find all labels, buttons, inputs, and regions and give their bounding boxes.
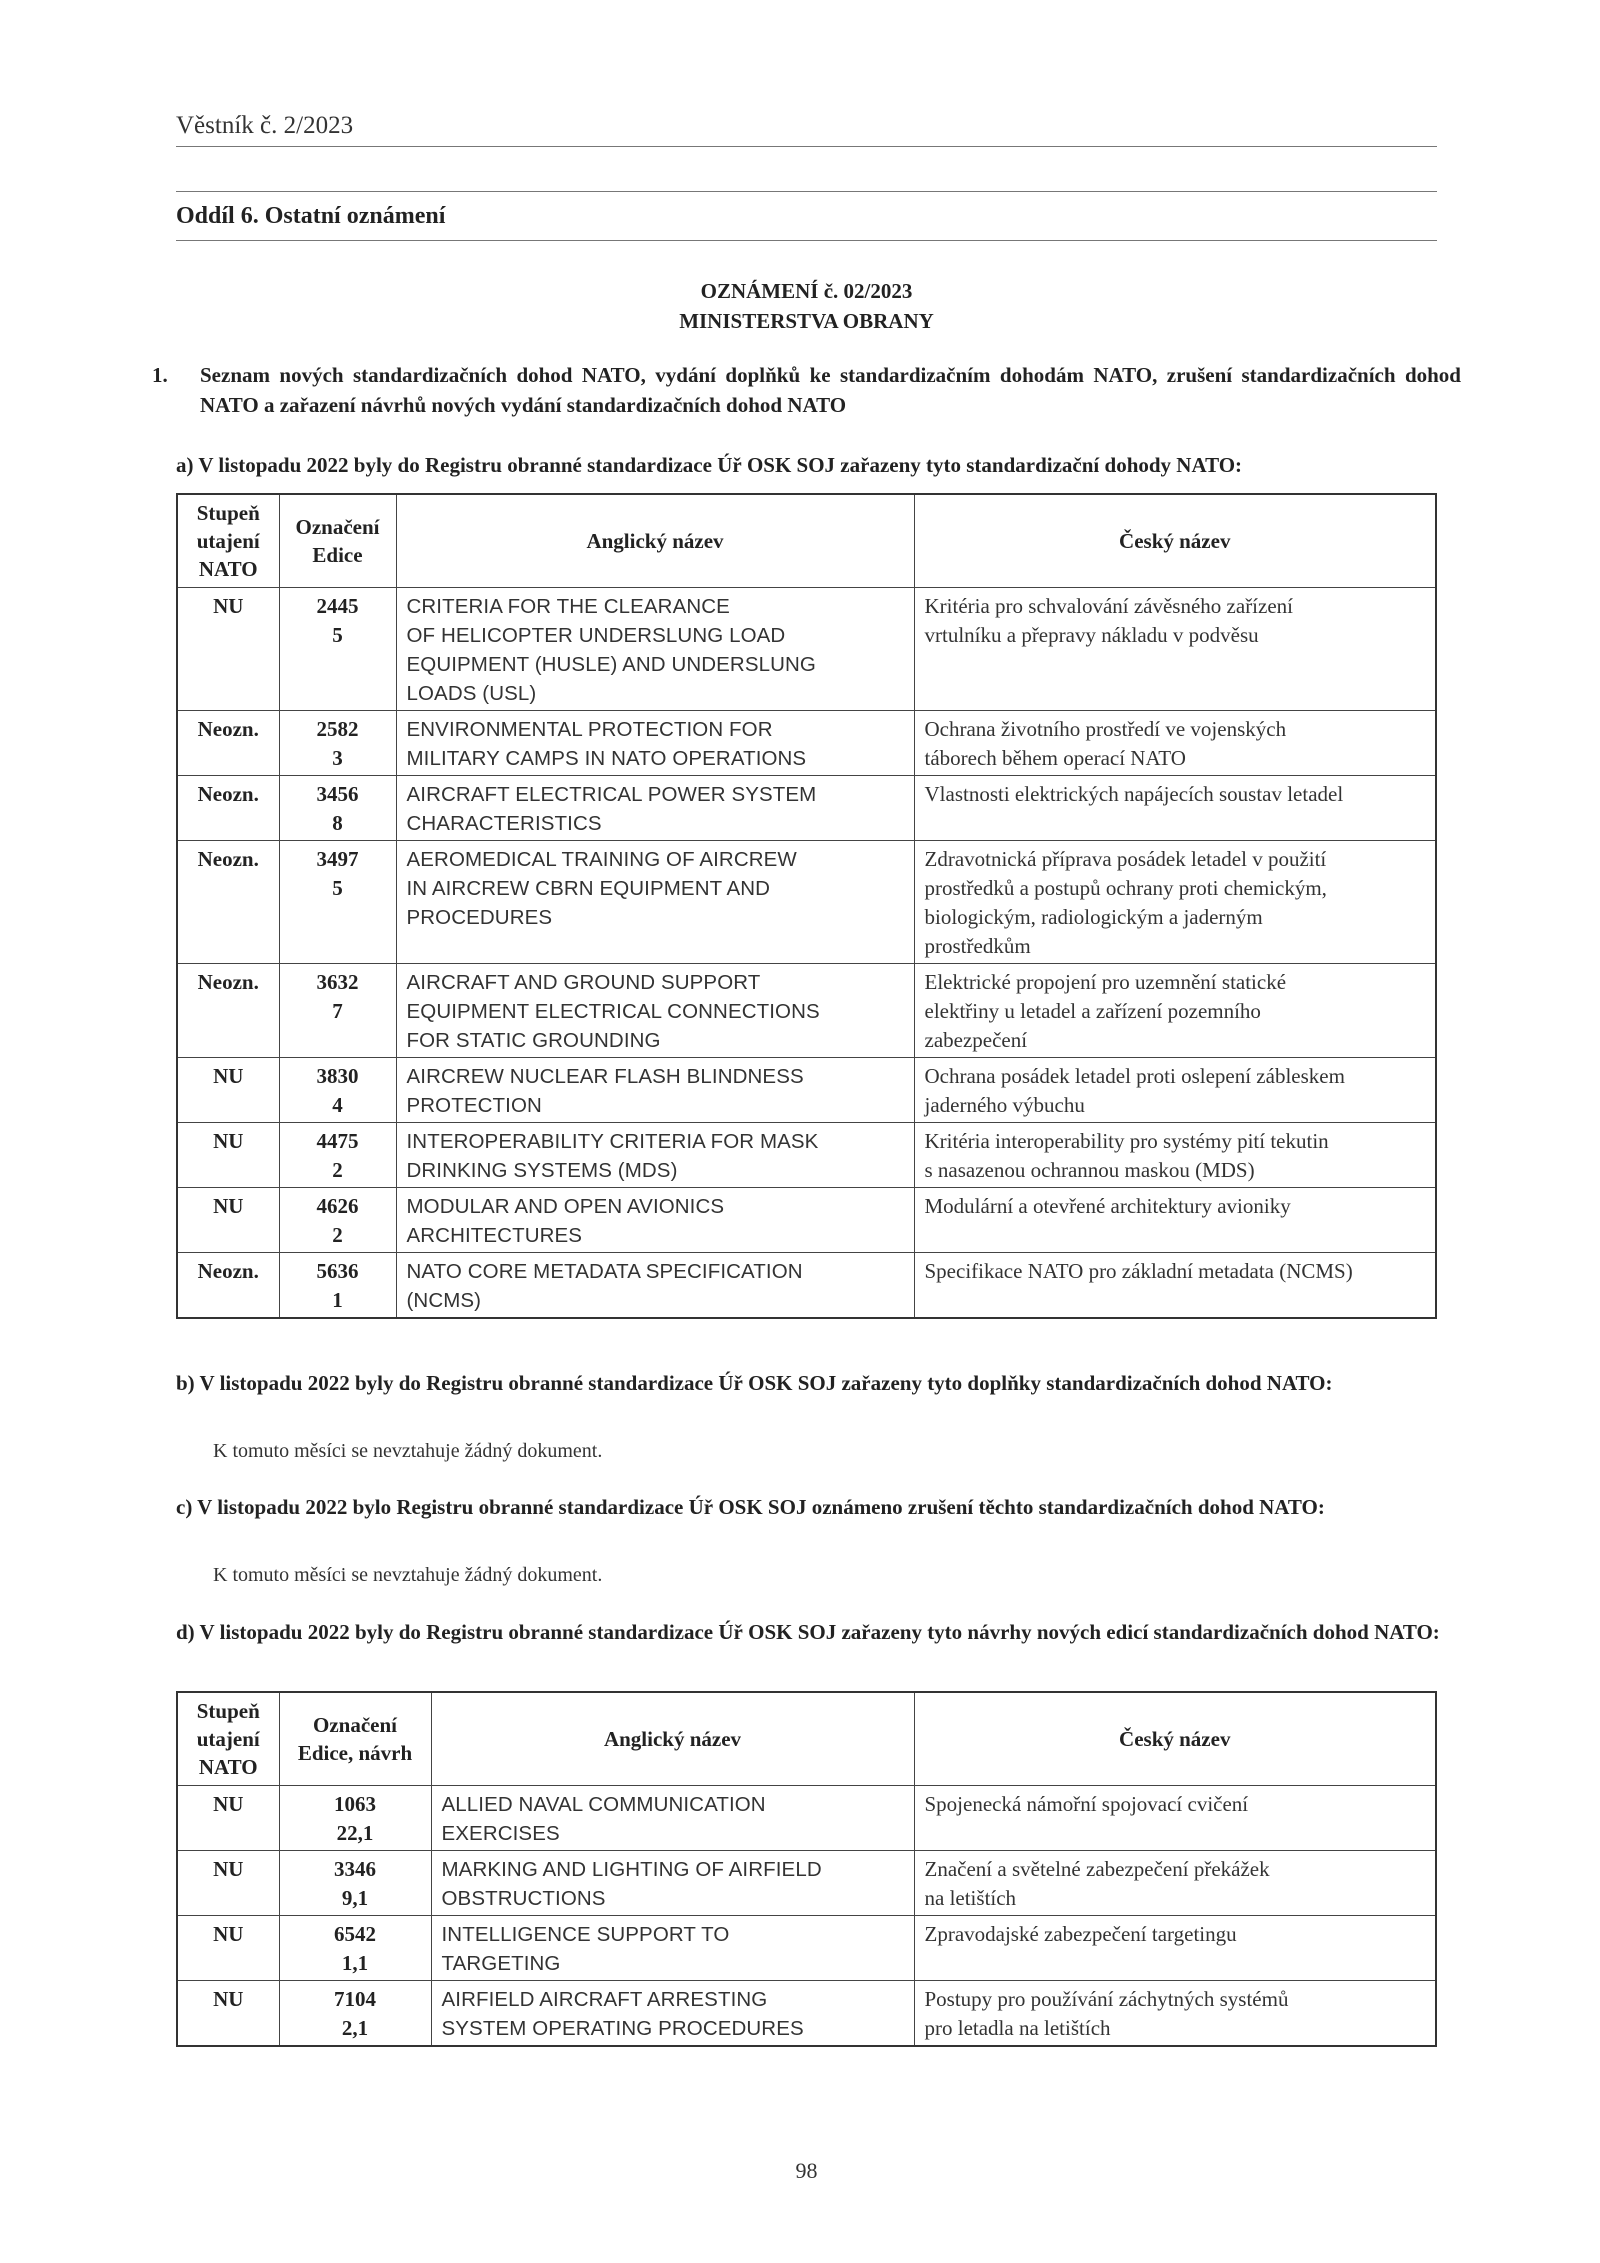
classification-level: Neozn.: [177, 711, 279, 776]
stanag-code: [279, 1253, 396, 1319]
header-english-name: Anglický název: [431, 1692, 914, 1786]
header-level: [177, 494, 279, 588]
header-line: NATO: [198, 557, 258, 581]
stanag-number: 7104: [334, 1987, 376, 2011]
stanag-code: [279, 1123, 396, 1188]
czech-name-line: Specifikace NATO pro základní metadata (NCMS): [924, 1259, 1353, 1283]
notice-title-line2: MINISTERSTVA OBRANY: [679, 309, 934, 333]
table-row: [177, 1786, 1436, 1851]
czech-name-line: Zpravodajské zabezpečení targetingu: [924, 1922, 1237, 1946]
stanag-edition: 5: [332, 623, 343, 647]
table-row: [177, 1253, 1436, 1319]
header-czech-name: Český název: [914, 494, 1436, 588]
czech-name: [914, 588, 1436, 711]
header-code: [279, 1692, 431, 1786]
classification-level: NU: [177, 1058, 279, 1123]
stanag-edition: 22,1: [336, 1821, 374, 1845]
stanag-code: [279, 1058, 396, 1123]
english-name-line: NATO CORE METADATA SPECIFICATION: [406, 1260, 803, 1283]
header-line: utajení: [196, 1727, 260, 1751]
czech-name: [914, 1188, 1436, 1253]
classification-level: Neozn.: [177, 776, 279, 841]
header-line: Označení: [295, 515, 380, 539]
table-row: [177, 1188, 1436, 1253]
stanag-edition: 1: [332, 1288, 343, 1312]
czech-name: [914, 1786, 1436, 1851]
header-english-name: Anglický název: [396, 494, 914, 588]
english-name-line: AEROMEDICAL TRAINING OF AIRCREW: [406, 848, 797, 871]
english-name: [396, 1188, 914, 1253]
part-b-heading: b) V listopadu 2022 byly do Registru obranné standardizace Úř OSK SOJ zařazeny tyto doplňky standardizačních dohod NATO:: [176, 1371, 1333, 1395]
czech-name-line: táborech během operací NATO: [924, 746, 1186, 770]
stanag-code: [279, 841, 396, 964]
czech-name-line: Kritéria interoperability pro systémy pití tekutin: [924, 1129, 1329, 1153]
part-c-heading: c) V listopadu 2022 bylo Registru obranné standardizace Úř OSK SOJ oznámeno zrušení těchto standardizačních dohod NATO:: [176, 1495, 1325, 1519]
stanag-edition: 4: [332, 1093, 343, 1117]
table-part-a-body: [177, 588, 1436, 1319]
czech-name: [914, 1058, 1436, 1123]
classification-level: NU: [177, 1916, 279, 1981]
page-number: 98: [795, 2158, 818, 2183]
english-name-line: FOR STATIC GROUNDING: [406, 1029, 661, 1052]
stanag-code: [279, 1851, 431, 1916]
notice-title: [176, 276, 1437, 336]
header-code: [279, 494, 396, 588]
classification-level: NU: [177, 1851, 279, 1916]
english-name: [396, 711, 914, 776]
english-name: [396, 1123, 914, 1188]
classification-level: NU: [177, 1188, 279, 1253]
table-row: [177, 588, 1436, 711]
english-name-line: SYSTEM OPERATING PROCEDURES: [441, 2017, 804, 2040]
english-name-line: CHARACTERISTICS: [406, 812, 602, 835]
table-row: [177, 1851, 1436, 1916]
english-name-line: ALLIED NAVAL COMMUNICATION: [441, 1793, 766, 1816]
czech-name-line: Modulární a otevřené architektury avioniky: [924, 1194, 1291, 1218]
stanag-edition: 1,1: [341, 1951, 369, 1975]
header-line: Stupeň: [196, 1699, 260, 1723]
english-name: [431, 1786, 914, 1851]
english-name-line: MARKING AND LIGHTING OF AIRFIELD: [441, 1858, 822, 1881]
czech-name-line: Ochrana posádek letadel proti oslepení zábleskem: [924, 1064, 1345, 1088]
notice-title-line1: OZNÁMENÍ č. 02/2023: [700, 279, 913, 303]
header-line: Edice: [312, 543, 363, 567]
header-line: Označení: [313, 1713, 397, 1737]
english-name-line: AIRCREW NUCLEAR FLASH BLINDNESS: [406, 1065, 804, 1088]
stanag-code: [279, 1786, 431, 1851]
czech-name-line: elektřiny u letadel a zařízení pozemního: [924, 999, 1261, 1023]
item1-text: Seznam nových standardizačních dohod NATO, vydání doplňků ke standardizačním dohodám NATO, zrušení standardizačních dohod NATO a zařazení návrhů nových vydání standardizačních dohod NATO: [200, 363, 1461, 417]
stanag-number: 2445: [316, 594, 359, 618]
running-head: Věstník č. 2/2023: [176, 112, 354, 139]
table-row: [177, 1981, 1436, 2047]
classification-level: Neozn.: [177, 1253, 279, 1319]
table-row: [177, 1123, 1436, 1188]
czech-name: [914, 841, 1436, 964]
czech-name: [914, 1916, 1436, 1981]
czech-name-line: Ochrana životního prostředí ve vojenských: [924, 717, 1287, 741]
stanag-number: 3632: [316, 970, 359, 994]
english-name-line: AIRFIELD AIRCRAFT ARRESTING: [441, 1988, 768, 2011]
stanag-code: [279, 1916, 431, 1981]
czech-name: [914, 1981, 1436, 2047]
table-row: [177, 711, 1436, 776]
czech-name: [914, 711, 1436, 776]
czech-name-line: Elektrické propojení pro uzemnění statické: [924, 970, 1287, 994]
english-name-line: OBSTRUCTIONS: [441, 1887, 606, 1910]
table-row: [177, 841, 1436, 964]
czech-name-line: na letištích: [924, 1886, 1017, 1910]
section-title: Oddíl 6. Ostatní oznámení: [176, 203, 446, 229]
czech-name-line: vrtulníku a přepravy nákladu v podvěsu: [924, 623, 1259, 647]
czech-name: [914, 776, 1436, 841]
stanag-edition: 3: [332, 746, 343, 770]
header-line: NATO: [198, 1755, 258, 1779]
header-level: [177, 1692, 279, 1786]
item1-number: 1.: [152, 363, 168, 387]
classification-level: NU: [177, 1123, 279, 1188]
czech-name-line: prostředkům: [924, 934, 1031, 958]
header-line: Stupeň: [196, 501, 260, 525]
english-name-line: ARCHITECTURES: [406, 1224, 583, 1247]
section-rule-bottom: [176, 240, 1437, 241]
classification-level: NU: [177, 1786, 279, 1851]
stanag-code: [279, 776, 396, 841]
table-row: [177, 964, 1436, 1058]
stanag-number: 4475: [316, 1129, 359, 1153]
table-row: [177, 776, 1436, 841]
english-name-line: CRITERIA FOR THE CLEARANCE: [406, 595, 730, 618]
table-row: [177, 1916, 1436, 1981]
czech-name-line: Kritéria pro schvalování závěsného zařízení: [924, 594, 1293, 618]
english-name-line: MODULAR AND OPEN AVIONICS: [406, 1195, 725, 1218]
english-name-line: AIRCRAFT ELECTRICAL POWER SYSTEM: [406, 783, 817, 806]
english-name: [396, 1058, 914, 1123]
stanag-code: [279, 964, 396, 1058]
english-name: [396, 964, 914, 1058]
english-name-line: TARGETING: [441, 1952, 561, 1975]
item1-paragraph: [152, 360, 1461, 420]
english-name-line: (NCMS): [406, 1289, 482, 1312]
english-name-line: PROTECTION: [406, 1094, 542, 1117]
czech-name-line: Vlastnosti elektrických napájecích soustav letadel: [924, 782, 1344, 806]
english-name-line: EQUIPMENT ELECTRICAL CONNECTIONS: [406, 1000, 820, 1023]
part-c-note: K tomuto měsíci se nevztahuje žádný dokument.: [213, 1564, 603, 1586]
stanag-edition: 5: [332, 876, 343, 900]
english-name: [396, 841, 914, 964]
english-name-line: AIRCRAFT AND GROUND SUPPORT: [406, 971, 761, 994]
english-name: [431, 1851, 914, 1916]
stanag-number: 1063: [334, 1792, 376, 1816]
czech-name-line: Značení a světelné zabezpečení překážek: [924, 1857, 1270, 1881]
czech-name: [914, 964, 1436, 1058]
stanag-number: 2582: [316, 717, 359, 741]
english-name-line: PROCEDURES: [406, 906, 553, 929]
stanag-edition: 9,1: [341, 1886, 369, 1910]
stanag-number: 3497: [316, 847, 359, 871]
stanag-edition: 2: [332, 1158, 343, 1182]
stanag-code: [279, 711, 396, 776]
english-name-line: OF HELICOPTER UNDERSLUNG LOAD: [406, 624, 786, 647]
english-name-line: DRINKING SYSTEMS (MDS): [406, 1159, 678, 1182]
stanag-number: 3456: [316, 782, 359, 806]
table-header-row: [177, 1692, 1436, 1786]
header-line: Edice, návrh: [297, 1741, 413, 1765]
stanag-number: 3346: [334, 1857, 376, 1881]
stanag-code: [279, 1981, 431, 2047]
english-name-line: INTEROPERABILITY CRITERIA FOR MASK: [406, 1130, 819, 1153]
czech-name-line: Postupy pro používání záchytných systémů: [924, 1987, 1289, 2011]
classification-level: NU: [177, 1981, 279, 2047]
czech-name-line: pro letadla na letištích: [924, 2016, 1111, 2040]
table-part-d-body: [177, 1786, 1436, 2047]
stanag-number: 3830: [316, 1064, 359, 1088]
english-name: [396, 588, 914, 711]
classification-level: Neozn.: [177, 841, 279, 964]
stanag-number: 5636: [316, 1259, 359, 1283]
english-name: [396, 1253, 914, 1319]
english-name: [396, 776, 914, 841]
czech-name-line: zabezpečení: [924, 1028, 1028, 1052]
english-name-line: MILITARY CAMPS IN NATO OPERATIONS: [406, 747, 807, 770]
stanag-edition: 2: [332, 1223, 343, 1247]
english-name: [431, 1916, 914, 1981]
stanag-edition: 8: [332, 811, 343, 835]
czech-name-line: Zdravotnická příprava posádek letadel v použití: [924, 847, 1327, 871]
czech-name: [914, 1253, 1436, 1319]
classification-level: Neozn.: [177, 964, 279, 1058]
english-name-line: IN AIRCREW CBRN EQUIPMENT AND: [406, 877, 771, 900]
header-rule: [176, 146, 1437, 147]
czech-name-line: Spojenecká námořní spojovací cvičení: [924, 1792, 1249, 1816]
english-name-line: INTELLIGENCE SUPPORT TO: [441, 1923, 730, 1946]
part-a-heading: a) V listopadu 2022 byly do Registru obranné standardizace Úř OSK SOJ zařazeny tyto standardizační dohody NATO:: [176, 453, 1243, 477]
stanag-number: 4626: [316, 1194, 359, 1218]
stanag-code: [279, 588, 396, 711]
part-b-note: K tomuto měsíci se nevztahuje žádný dokument.: [213, 1440, 603, 1462]
czech-name: [914, 1851, 1436, 1916]
czech-name-line: prostředků a postupů ochrany proti chemickým,: [924, 876, 1327, 900]
table-header-row: [177, 494, 1436, 588]
czech-name-line: s nasazenou ochrannou maskou (MDS): [924, 1158, 1255, 1182]
table-row: [177, 1058, 1436, 1123]
stanag-edition: 7: [332, 999, 343, 1023]
english-name-line: ENVIRONMENTAL PROTECTION FOR: [406, 718, 773, 741]
czech-name: [914, 1123, 1436, 1188]
section-rule-top: [176, 191, 1437, 192]
header-line: utajení: [196, 529, 260, 553]
table-part-a: [176, 493, 1437, 1319]
table-part-d: [176, 1691, 1437, 2047]
stanag-edition: 2,1: [341, 2016, 369, 2040]
english-name-line: EQUIPMENT (HUSLE) AND UNDERSLUNG: [406, 653, 816, 676]
english-name: [431, 1981, 914, 2047]
stanag-code: [279, 1188, 396, 1253]
english-name-line: EXERCISES: [441, 1822, 560, 1845]
czech-name-line: jaderného výbuchu: [924, 1093, 1085, 1117]
english-name-line: LOADS (USL): [406, 682, 537, 705]
part-d-heading: d) V listopadu 2022 byly do Registru obranné standardizace Úř OSK SOJ zařazeny tyto návrhy nových edicí standardizačních dohod NATO:: [176, 1620, 1440, 1644]
stanag-number: 6542: [334, 1922, 376, 1946]
classification-level: NU: [177, 588, 279, 711]
czech-name-line: biologickým, radiologickým a jaderným: [924, 905, 1263, 929]
header-czech-name: Český název: [914, 1692, 1436, 1786]
